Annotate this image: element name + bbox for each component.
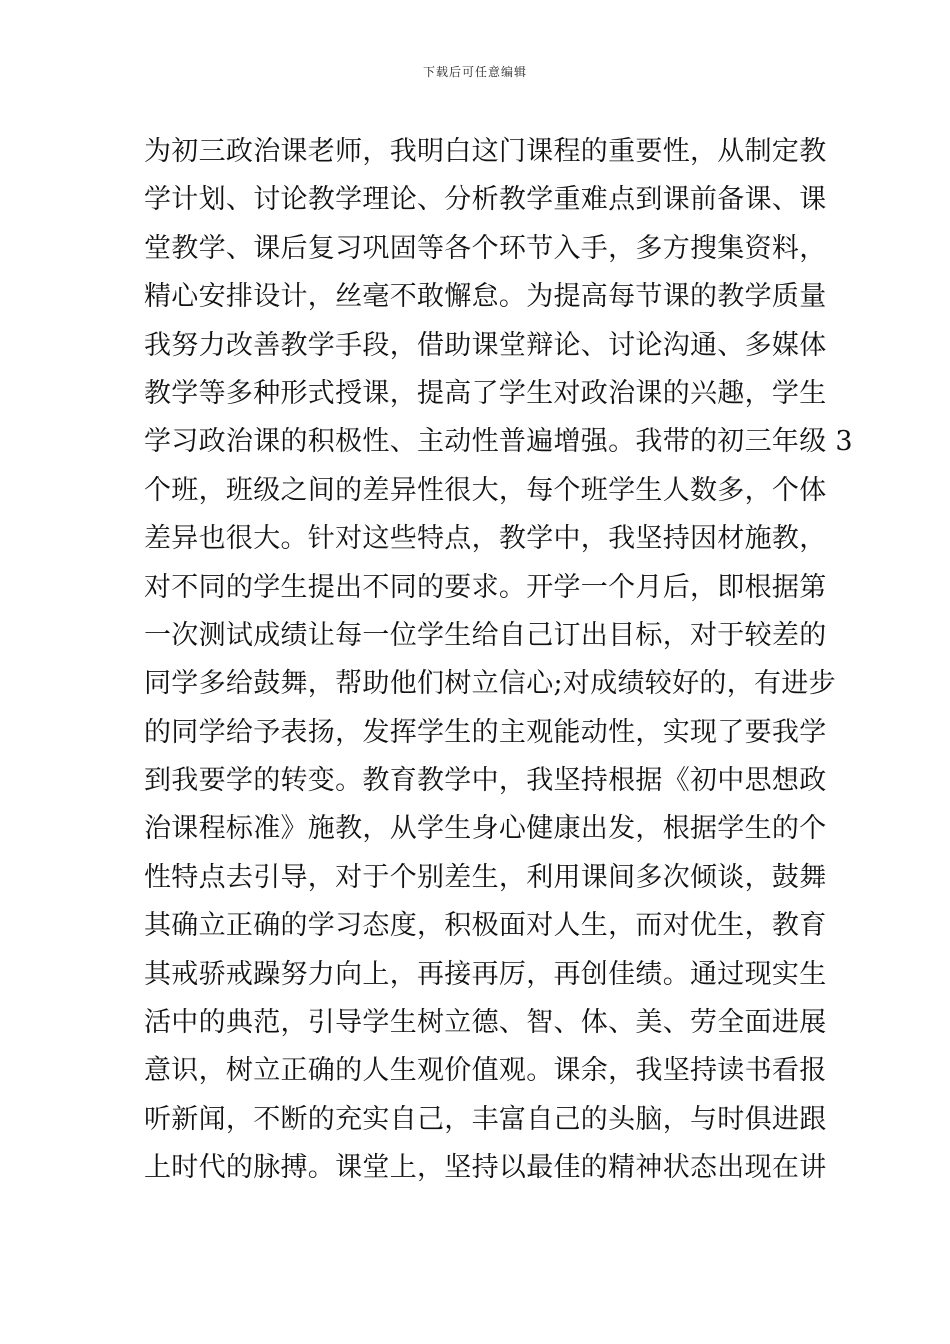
text-line: 其确立正确的学习态度，积极面对人生，而对优生，教育 (144, 910, 827, 942)
text-line: 教学等多种形式授课，提高了学生对政治课的兴趣，学生 (144, 377, 827, 409)
text-line: 对不同的学生提出不同的要求。开学一个月后，即根据第 (144, 571, 827, 603)
text-line: 同学多给鼓舞，帮助他们树立信心;对成绩较好的，有进步 (144, 668, 836, 700)
body-paragraph (144, 128, 853, 1193)
text-line: 听新闻，不断的充实自己，丰富自己的头脑，与时俱进跟 (144, 1103, 827, 1135)
page-header: 下载后可任意编辑 (422, 65, 527, 79)
text-line: 活中的典范，引导学生树立德、智、体、美、劳全面进展 (144, 1007, 827, 1039)
text-line: 到我要学的转变。教育教学中，我坚持根据《初中思想政 (144, 765, 827, 797)
text-line: 性特点去引导，对于个别差生，利用课间多次倾谈，鼓舞 (144, 861, 827, 893)
text-line: 堂教学、课后复习巩固等各个环节入手，多方搜集资料， (144, 232, 827, 264)
text-line: 学计划、讨论教学理论、分析教学重难点到课前备课、课 (144, 184, 827, 216)
text-line: 学习政治课的积极性、主动性普遍增强。我带的初三年级 3 (144, 426, 853, 458)
text-line: 其戒骄戒躁努力向上，再接再厉，再创佳绩。通过现实生 (144, 958, 827, 990)
text-line: 意识，树立正确的人生观价值观。课余，我坚持读书看报 (144, 1055, 827, 1087)
text-line: 精心安排设计，丝毫不敢懈怠。为提高每节课的教学质量 (144, 281, 827, 313)
text-line: 一次测试成绩让每一位学生给自己订出目标，对于较差的 (144, 619, 827, 651)
text-line: 为初三政治课老师，我明白这门课程的重要性，从制定教 (144, 136, 827, 167)
text-line: 个班，班级之间的差异性很大，每个班学生人数多，个体 (144, 474, 827, 506)
text-line: 的同学给予表扬，发挥学生的主观能动性，实现了要我学 (144, 716, 827, 748)
text-line: 治课程标准》施教，从学生身心健康出发，根据学生的个 (144, 813, 827, 845)
text-line: 我努力改善教学手段，借助课堂辩论、讨论沟通、多媒体 (144, 329, 827, 361)
text-line: 上时代的脉搏。课堂上，坚持以最佳的精神状态出现在讲 (144, 1152, 827, 1184)
text-line: 差异也很大。针对这些特点，教学中，我坚持因材施教， (144, 523, 827, 555)
